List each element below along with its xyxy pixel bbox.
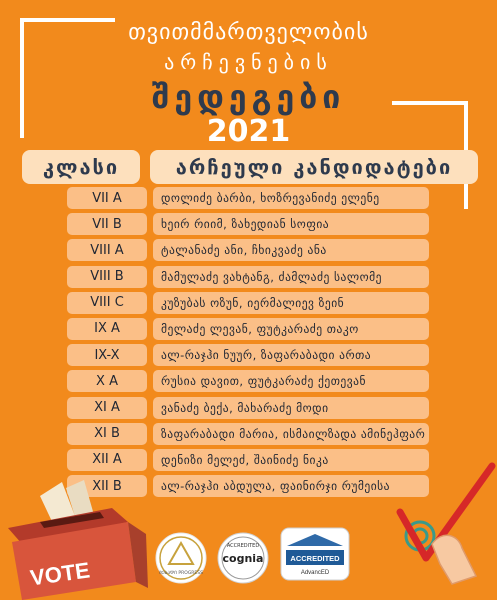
class-cell: XII B <box>67 475 147 497</box>
class-cell: VII B <box>67 213 147 235</box>
table-row <box>0 187 497 213</box>
table-row <box>0 292 497 318</box>
candidates-cell: მამულაძე ვახტანგ, ძამლაძე სალომე <box>153 266 429 288</box>
svg-text:AdvancED: AdvancED <box>300 570 330 576</box>
candidates-cell: კუზუბას ოზუნ, იერმალიევ ზეინ <box>153 292 429 314</box>
school-logo <box>155 532 207 584</box>
table-row <box>0 318 497 344</box>
class-cell: VIII A <box>67 239 147 261</box>
svg-text:cognia: cognia <box>222 552 264 565</box>
table-row <box>0 266 497 292</box>
table-row <box>0 370 497 396</box>
candidates-cell: მელაძე ლევან, ფუტკარაძე თაკო <box>153 318 429 340</box>
class-cell: XI B <box>67 423 147 445</box>
class-cell: VII A <box>67 187 147 209</box>
table-row <box>0 397 497 423</box>
column-header-candidates: არჩეული კანდიდატები <box>150 150 478 184</box>
class-cell: XII A <box>67 449 147 471</box>
cognia-logo <box>217 532 269 584</box>
candidates-cell: დენიზი მელეძ, შაინიძე ნიკა <box>153 449 429 471</box>
vote-label: VOTE <box>28 557 92 591</box>
title-line-1: თვითმმართველობის <box>128 20 369 45</box>
candidates-cell: ხეირ რიიმ, ზახედიან სოფია <box>153 213 429 235</box>
svg-text:ACCREDITED: ACCREDITED <box>226 543 260 549</box>
candidates-cell: ალ-რაჯჰი ნუურ, ზაფარაბადი ართა <box>153 344 429 366</box>
class-cell: VIII C <box>67 292 147 314</box>
results-table <box>0 187 497 501</box>
svg-text:ᲛᲔᲑᲐᲓᲘ PROGRESS: ᲛᲔᲑᲐᲓᲘ PROGRESS <box>158 571 204 576</box>
class-cell: X A <box>67 370 147 392</box>
table-row <box>0 213 497 239</box>
title-line-3: შედეგები <box>151 78 346 116</box>
table-row <box>0 239 497 265</box>
candidates-cell: რუსია დავით, ფუტკარაძე ქეთევან <box>153 370 429 392</box>
svg-text:ACCREDITED: ACCREDITED <box>290 554 340 563</box>
table-row <box>0 423 497 449</box>
candidates-cell: ალ-რაჯჰი აბდულა, ფაინირჯი რუმეისა <box>153 475 429 497</box>
table-row <box>0 344 497 370</box>
vote-box-illustration <box>0 478 150 600</box>
class-cell: XI A <box>67 397 147 419</box>
candidates-cell: ზაფარაბადი მარია, ისმაილზადა ამინეჰფარ <box>153 423 429 445</box>
column-header-class: კლასი <box>22 150 140 184</box>
class-cell: IX A <box>67 318 147 340</box>
checkmark-icon <box>396 458 497 588</box>
year: 2021 <box>206 114 291 149</box>
class-cell: IX-X <box>67 344 147 366</box>
class-cell: VIII B <box>67 266 147 288</box>
candidates-cell: ვანაძე ბექა, მახარაძე მოდი <box>153 397 429 419</box>
title-line-2: არჩევნების <box>164 50 333 74</box>
candidates-cell: დოლიძე ბარბი, ხოზრევანიძე ელენე <box>153 187 429 209</box>
hand-icon <box>432 535 476 584</box>
candidates-cell: ტალანაძე ანი, ჩხიკვაძე ანა <box>153 239 429 261</box>
advanced-accreditation-logo <box>279 526 351 582</box>
